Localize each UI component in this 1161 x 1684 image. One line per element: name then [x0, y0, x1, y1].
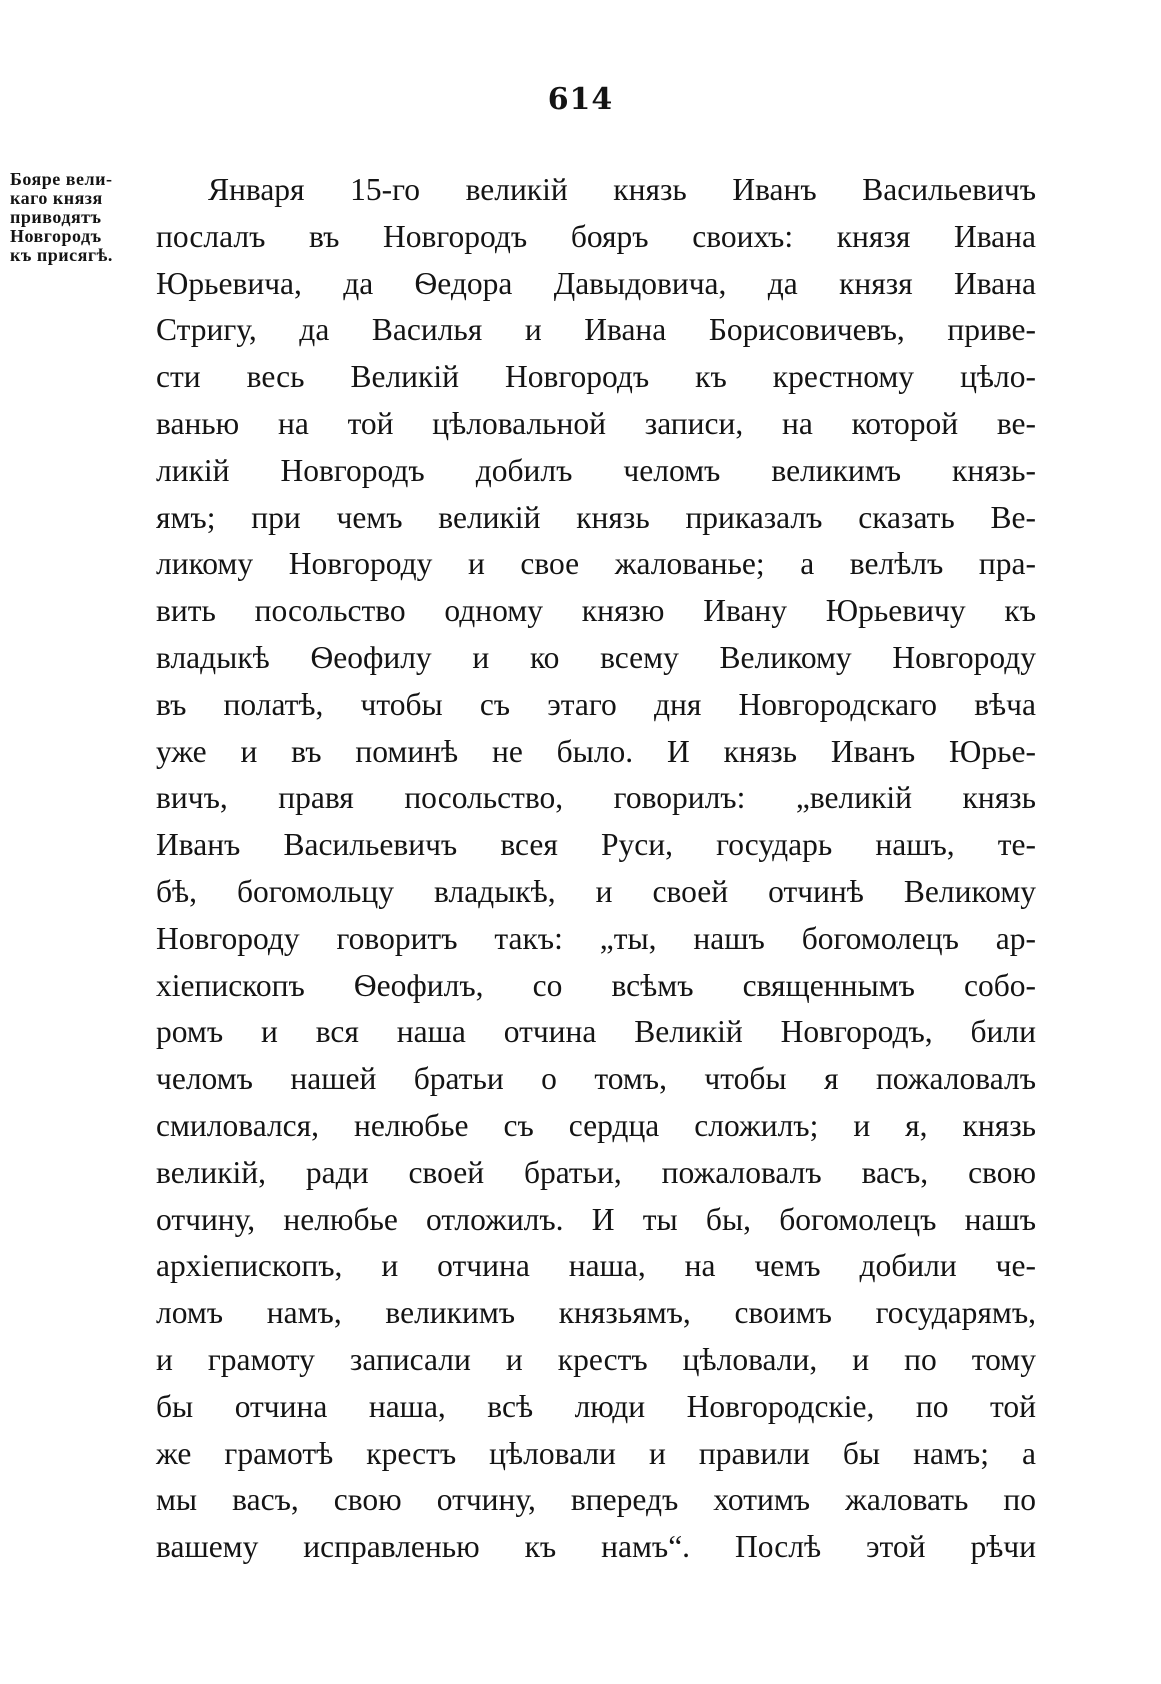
- text-line: ямъ; при чемъ великій князь приказалъ сказать Ве-: [156, 499, 1036, 535]
- text-line: архіепископъ, и отчина наша, на чемъ добили че-: [156, 1248, 1036, 1284]
- text-line: отчину, нелюбье отложилъ. И ты бы, богомолецъ нашъ: [156, 1201, 1036, 1237]
- margin-note-line: къ присягѣ.: [10, 245, 113, 265]
- text-line: челомъ нашей братьи о томъ, чтобы я пожаловалъ: [156, 1061, 1036, 1097]
- text-line: послалъ въ Новгородъ бояръ своихъ: князя Ивана: [156, 218, 1036, 254]
- text-line: вашему исправленью къ намъ“. Послѣ этой рѣчи: [156, 1529, 1036, 1565]
- text-line: Новгороду говоритъ такъ: „ты, нашъ богомолецъ ар-: [156, 920, 1036, 956]
- text-line: вить посольство одному князю Ивану Юрьевичу къ: [156, 593, 1036, 629]
- text-line: Юрьевича, да Ѳедора Давыдовича, да князя Ивана: [156, 265, 1036, 301]
- text-line: бѣ, богомольцу владыкѣ, и своей отчинѣ Великому: [156, 873, 1036, 909]
- text-line: же грамотѣ крестъ цѣловали и правили бы намъ; а: [156, 1435, 1036, 1471]
- text-line: бы отчина наша, всѣ люди Новгородскіе, по той: [156, 1388, 1036, 1424]
- text-line: въ полатѣ, чтобы съ этаго дня Новгородскаго вѣча: [156, 686, 1036, 722]
- text-line: вичъ, правя посольство, говорилъ: „великій князь: [156, 780, 1036, 816]
- text-line: ликій Новгородъ добилъ челомъ великимъ князь-: [156, 452, 1036, 488]
- page-number: 614: [547, 82, 614, 117]
- text-line: ванью на той цѣловальной записи, на которой ве-: [156, 405, 1036, 441]
- text-line: владыкѣ Ѳеофилу и ко всему Великому Новгороду: [156, 639, 1036, 675]
- margin-note: [10, 170, 158, 265]
- text-line: уже и въ поминѣ не было. И князь Иванъ Юрье-: [156, 733, 1036, 769]
- margin-note-line: приводятъ: [10, 207, 102, 227]
- text-line: великій, ради своей братьи, пожаловалъ васъ, свою: [156, 1154, 1036, 1190]
- text-line: сти весь Великій Новгородъ къ крестному цѣло-: [156, 359, 1036, 395]
- margin-note-line: Бояре вели-: [10, 169, 113, 189]
- margin-note-line: Новгородъ: [10, 226, 102, 246]
- text-line: и грамоту записали и крестъ цѣловали, и по тому: [156, 1341, 1036, 1377]
- text-line: мы васъ, свою отчину, впередъ хотимъ жаловать по: [156, 1482, 1036, 1518]
- body-text: [156, 167, 1036, 1571]
- text-line: ромъ и вся наша отчина Великій Новгородъ, били: [156, 1014, 1036, 1050]
- text-line: смиловался, нелюбье съ сердца сложилъ; и я, князь: [156, 1107, 1036, 1143]
- text-line: Стригу, да Василья и Ивана Борисовичевъ, приве-: [156, 312, 1036, 348]
- text-line: ломъ намъ, великимъ князьямъ, своимъ государямъ,: [156, 1295, 1036, 1331]
- text-line: хіепископъ Ѳеофилъ, со всѣмъ священнымъ собо-: [156, 967, 1036, 1003]
- margin-note-line: каго князя: [10, 188, 103, 208]
- text-line: ликому Новгороду и свое жалованье; а велѣлъ пра-: [156, 546, 1036, 582]
- text-line: Иванъ Васильевичъ всея Руси, государь нашъ, те-: [156, 827, 1036, 863]
- text-line: Января 15-го великій князь Иванъ Васильевичъ: [208, 172, 1036, 207]
